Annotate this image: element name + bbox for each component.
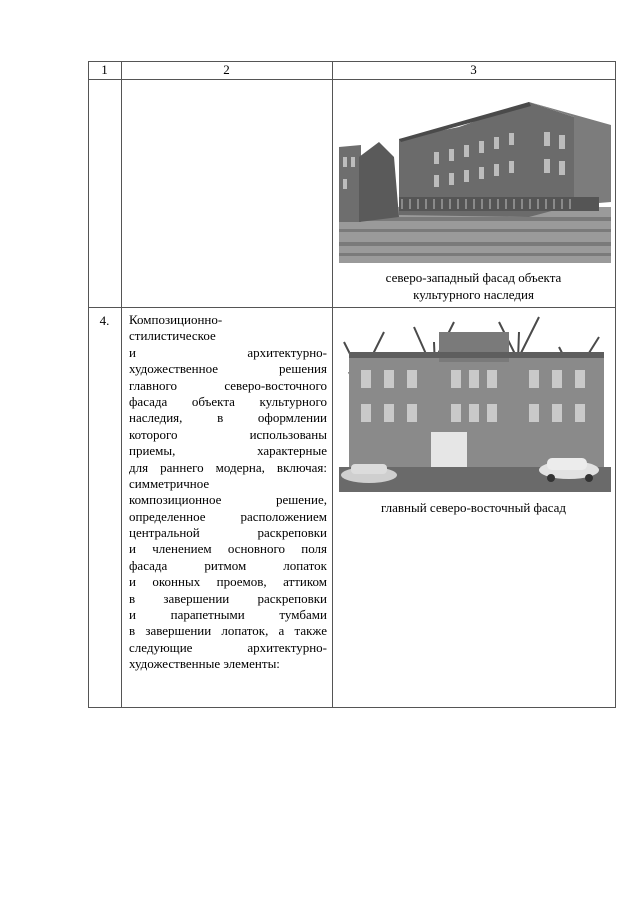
row3-caption-line2: культурного наследия bbox=[413, 286, 534, 302]
header-col3: 3 bbox=[470, 62, 477, 77]
header-col1: 1 bbox=[101, 62, 108, 77]
desc-line: главного северо-восточного bbox=[129, 377, 327, 393]
row4-description bbox=[129, 312, 327, 673]
row4-caption: главный северо-восточный фасад bbox=[380, 500, 567, 515]
desc-line: и членением основного поля bbox=[129, 541, 327, 557]
desc-line: определенное расположением bbox=[129, 508, 327, 524]
desc-line: центральной раскреповки bbox=[129, 525, 327, 541]
table-border-col3 bbox=[332, 61, 333, 708]
desc-line: наследия, в оформлении bbox=[129, 410, 327, 426]
table-header-bottom bbox=[88, 79, 616, 80]
desc-line: композиционное решение, bbox=[129, 492, 327, 508]
table-border-left bbox=[88, 61, 89, 708]
desc-line: для раннего модерна, включая: bbox=[129, 459, 327, 475]
row3-caption bbox=[332, 270, 615, 303]
header-col2: 2 bbox=[223, 62, 230, 77]
desc-line: в завершении лопаток, а также bbox=[129, 623, 327, 639]
desc-line: следующие архитектурно- bbox=[129, 639, 327, 655]
desc-line: и оконных проемов, аттиком bbox=[129, 574, 327, 590]
row4-number: 4. bbox=[99, 313, 110, 328]
desc-line: стилистическое bbox=[129, 328, 216, 344]
desc-line: приемы, характерные bbox=[129, 443, 327, 459]
desc-line: в завершении раскреповки bbox=[129, 590, 327, 606]
table-border-col2 bbox=[121, 61, 122, 708]
desc-line: фасада ритмом лопаток bbox=[129, 557, 327, 573]
desc-line: художественное решения bbox=[129, 361, 327, 377]
desc-line: фасада объекта культурного bbox=[129, 393, 327, 409]
desc-line: и парапетными тумбами bbox=[129, 607, 327, 623]
desc-line: художественные элементы: bbox=[129, 656, 280, 672]
desc-line: Композиционно- bbox=[129, 312, 223, 327]
desc-line: симметричное bbox=[129, 475, 210, 491]
building-photo-icon bbox=[339, 97, 611, 263]
row3-caption-line1: северо-западный фасад объекта bbox=[385, 270, 562, 285]
table-border-bottom bbox=[88, 707, 616, 708]
table-border-right bbox=[615, 61, 616, 708]
desc-line: и архитектурно- bbox=[129, 344, 327, 360]
table-row3-bottom bbox=[88, 307, 616, 308]
building-facade-photo-icon bbox=[339, 312, 611, 492]
desc-line: которого использованы bbox=[129, 426, 327, 442]
